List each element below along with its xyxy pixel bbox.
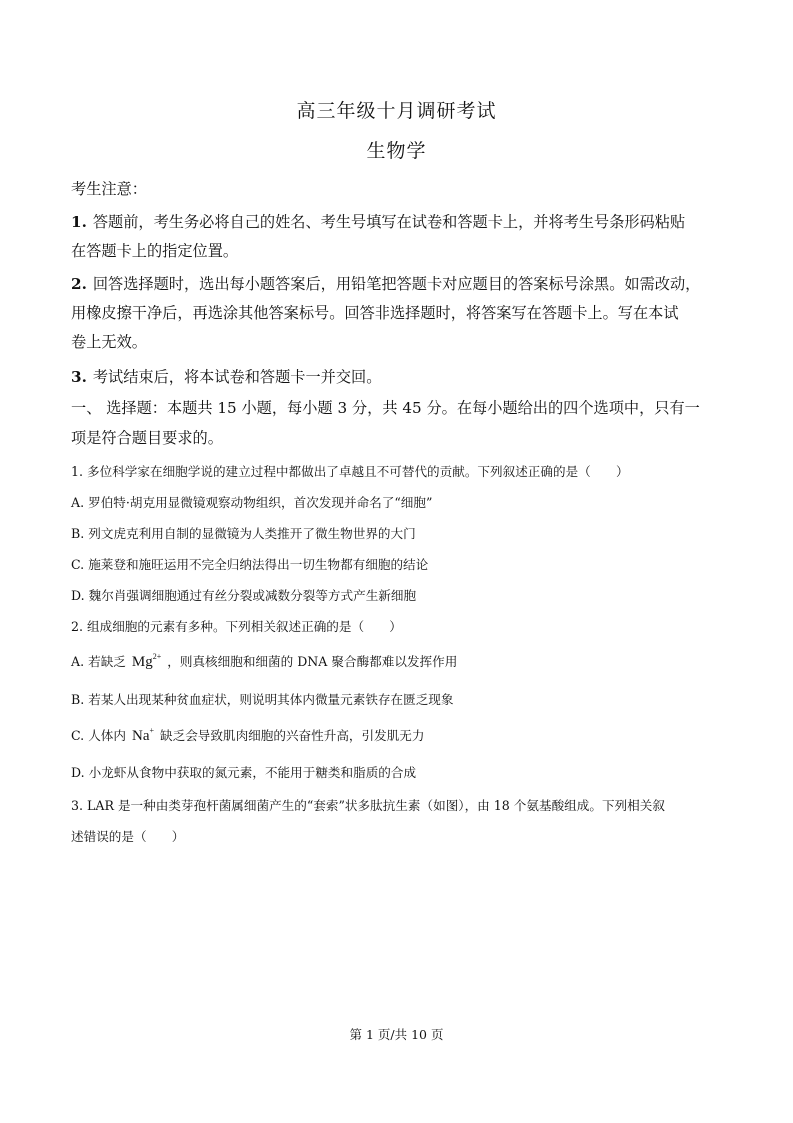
- notice-item-number: 1.: [71, 213, 87, 231]
- question-1-option-c: C. 施莱登和施旺运用不完全归纳法得出一切生物都有细胞的结论: [71, 557, 429, 572]
- notice-item-1-line-1: 1. 答题前，考生务必将自己的姓名、考生号填写在试卷和答题卡上，并将考生号条形码粘贴: [71, 213, 686, 231]
- question-2-stem: 2. 组成细胞的元素有多种。下列相关叙述正确的是（ ）: [71, 619, 402, 634]
- notice-item-number: 2.: [71, 275, 87, 293]
- section-heading-line-1: 一、 选择题：本题共 15 小题，每小题 3 分，共 45 分。在每小题给出的四个选项中，只有一: [71, 399, 700, 417]
- page-number: 第 1 页/共 10 页: [349, 1027, 444, 1042]
- notice-item-number: 3.: [71, 368, 87, 386]
- notice-item-1-line-2: 在答题卡上的指定位置。: [71, 242, 239, 260]
- question-1-option-b: B. 列文虎克利用自制的显微镜为人类推开了微生物世界的大门: [71, 526, 416, 541]
- notice-heading: 考生注意：: [71, 180, 147, 198]
- question-1-option-a: A. 罗伯特·胡克用显微镜观察动物组织，首次发现并命名了“细胞”: [71, 495, 433, 510]
- notice-item-2-line-2: 用橡皮擦干净后，再选涂其他答案标号。回答非选择题时，将答案写在答题卡上。写在本试: [71, 304, 679, 322]
- subject-title: 生物学: [366, 140, 427, 162]
- chemical-formula: Na+: [131, 726, 154, 744]
- question-3-stem-line-1: 3. LAR 是一种由类芽孢杆菌属细菌产生的“套索”状多肽抗生素（如图），由 18 个氨基酸组成。下列相关叙: [71, 798, 665, 813]
- question-3-stem-line-2: 述错误的是（ ）: [71, 829, 185, 844]
- notice-item-2-line-3: 卷上无效。: [71, 333, 147, 351]
- section-heading-line-2: 项是符合题目要求的。: [71, 429, 223, 447]
- question-2-option-c: C. 人体内 Na+ 缺乏会导致肌肉细胞的兴奋性升高，引发肌无力: [71, 726, 425, 744]
- question-1-stem: 1. 多位科学家在细胞学说的建立过程中都做出了卓越且不可替代的贡献。下列叙述正确的是（ ）: [71, 464, 629, 479]
- notice-item-2-line-1: 2. 回答选择题时，选出每小题答案后，用铅笔把答题卡对应题目的答案标号涂黑。如需改动，: [71, 275, 701, 293]
- notice-item-3-line-1: 3. 考试结束后，将本试卷和答题卡一并交回。: [71, 368, 382, 386]
- question-2-option-a: A. 若缺乏 $Mg^{2+}$ ，则真核细胞和细菌的 DNA 聚合酶都难以发挥作用: [71, 652, 458, 670]
- chemical-formula: $Mg^{2+}$: [131, 652, 162, 670]
- question-2-option-b: B. 若某人出现某种贫血症状，则说明其体内微量元素铁存在匮乏现象: [71, 692, 454, 707]
- page-title: 高三年级十月调研考试: [296, 100, 497, 122]
- question-2-option-d: D. 小龙虾从食物中获取的氮元素，不能用于糖类和脂质的合成: [71, 765, 417, 780]
- question-1-option-d: D. 魏尔肖强调细胞通过有丝分裂或减数分裂等方式产生新细胞: [71, 588, 417, 603]
